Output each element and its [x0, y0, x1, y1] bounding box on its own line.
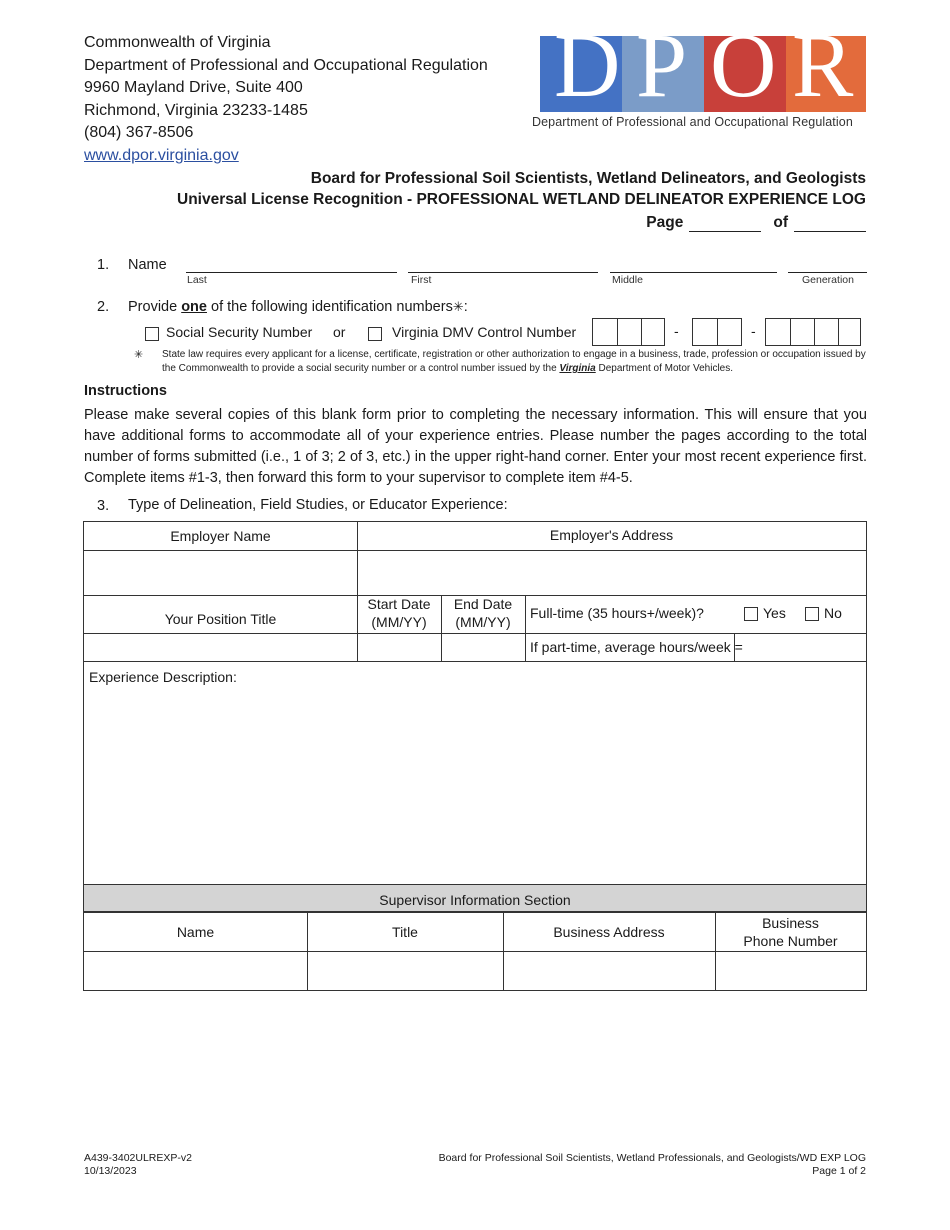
- agency-line4: Richmond, Virginia 23233-1485: [84, 101, 308, 119]
- first-label: First: [411, 274, 432, 286]
- footer-right: [439, 1152, 866, 1177]
- page-number-line: [646, 214, 866, 232]
- supervisor-section-title: Supervisor Information Section: [379, 892, 571, 908]
- page-total-field[interactable]: [794, 215, 866, 232]
- form-title: [66, 168, 866, 210]
- note-asterisk-icon: ✳: [134, 349, 144, 361]
- of-label: of: [773, 214, 788, 231]
- fulltime-no-label: No: [824, 605, 842, 621]
- item3-label: Type of Delineation, Field Studies, or Educator Experience:: [128, 497, 508, 513]
- footer-left: [84, 1152, 192, 1177]
- id-dash-2: -: [751, 323, 756, 339]
- supervisor-name-input[interactable]: [85, 952, 306, 989]
- last-label: Last: [187, 274, 207, 286]
- agency-line2: Department of Professional and Occupational Regulation: [84, 56, 488, 74]
- employer-address-header: Employer's Address: [549, 527, 674, 543]
- logo-letter-r: R: [792, 36, 854, 112]
- supervisor-phone-input[interactable]: [716, 952, 865, 989]
- supervisor-title-input[interactable]: [308, 952, 502, 989]
- end-date-header: End Date (MM/YY): [453, 596, 513, 630]
- form-id: A439-3402ULREXP-v2: [84, 1152, 192, 1164]
- supervisor-phone-header: Business Phone Number: [743, 915, 838, 949]
- page-number-field[interactable]: [689, 215, 761, 232]
- agency-line3: 9960 Mayland Drive, Suite 400: [84, 79, 303, 97]
- ssn-label: Social Security Number: [166, 324, 313, 340]
- form-subtitle: Universal License Recognition - PROFESSIONAL WETLAND DELINEATOR EXPERIENCE LOG: [177, 191, 866, 208]
- fulltime-yes-checkbox[interactable]: [744, 607, 758, 621]
- id-digits-group2[interactable]: [692, 318, 742, 346]
- form-date: 10/13/2023: [84, 1164, 137, 1177]
- employer-name-input[interactable]: [85, 551, 356, 594]
- id-dash-1: -: [674, 323, 679, 339]
- item1-number: 1.: [97, 257, 110, 273]
- first-name-field[interactable]: [408, 272, 598, 273]
- logo-letter-p: P: [636, 36, 688, 112]
- supervisor-address-input[interactable]: [504, 952, 714, 989]
- board-title: Board for Professional Soil Scientists, Wetland Delineators, and Geologists: [310, 170, 866, 187]
- footer-board: Board for Professional Soil Scientists, Wetland Professionals, and Geologists/WD EXP LOG: [438, 1152, 866, 1164]
- agency-phone: (804) 367-8506: [84, 124, 194, 142]
- item1-label: Name: [128, 257, 167, 273]
- parttime-hours-input[interactable]: [735, 634, 865, 660]
- dmv-label: Virginia DMV Control Number: [392, 324, 577, 340]
- logo-caption: Department of Professional and Occupational Regulation: [532, 115, 853, 129]
- agency-website-link[interactable]: www.dpor.virginia.gov: [84, 146, 239, 164]
- item3-number: 3.: [97, 498, 110, 514]
- page-label: Page: [646, 214, 684, 231]
- asterisk-icon: ✳: [452, 299, 464, 314]
- agency-line1: Commonwealth of Virginia: [84, 34, 271, 51]
- supervisor-name-header: Name: [176, 924, 215, 940]
- agency-address: [84, 32, 488, 168]
- item2-number: 2.: [97, 299, 110, 315]
- dpor-logo: [540, 36, 866, 112]
- middle-name-field[interactable]: [610, 272, 777, 273]
- ssn-legal-note: State law requires every applicant for a license, certificate, registration or other authorization to engage in a business, trade, profession or occupation issued by the Commonwealth to provide a social security number or a control number issued by the Virginia Department of Motor Vehicles.: [162, 349, 866, 374]
- position-title-header: Your Position Title: [164, 611, 277, 627]
- last-name-field[interactable]: [186, 272, 397, 273]
- logo-letter-o: O: [710, 36, 777, 112]
- fulltime-yes-label: Yes: [763, 605, 786, 621]
- fulltime-no-checkbox[interactable]: [805, 607, 819, 621]
- middle-label: Middle: [612, 274, 643, 286]
- dpor-logo-mark: [540, 36, 866, 112]
- instructions-heading: Instructions: [84, 383, 167, 399]
- generation-field[interactable]: [788, 272, 867, 273]
- fulltime-question: Full-time (35 hours+/week)?: [530, 605, 704, 621]
- parttime-label: If part-time, average hours/week =: [530, 639, 743, 655]
- logo-letter-d: D: [554, 36, 621, 112]
- supervisor-title-header: Title: [392, 924, 418, 940]
- dmv-checkbox[interactable]: [368, 327, 382, 341]
- item2-label: Provide one of the following identification numbers✳:: [128, 299, 468, 315]
- position-title-input[interactable]: [85, 634, 356, 660]
- start-date-input[interactable]: [358, 634, 440, 660]
- generation-label: Generation: [802, 274, 854, 286]
- experience-description-label: Experience Description:: [89, 669, 237, 685]
- start-date-header: Start Date (MM/YY): [367, 596, 431, 630]
- supervisor-address-header: Business Address: [553, 924, 665, 940]
- instructions-body: Please make several copies of this blank form prior to completing the necessary information. This will ensure that you have additional forms to accommodate all of your experience entries. Please number the pages according to the total number of forms submitted (i.e., 1 of 3; 2 of 3, etc.) in the upper right-hand corner. Enter your most recent experience first. Complete items #1-3, then forward this form to your supervisor to complete item #4-5.: [84, 407, 867, 486]
- ssn-checkbox[interactable]: [145, 327, 159, 341]
- id-digits-group1[interactable]: [592, 318, 665, 346]
- employer-address-input[interactable]: [358, 551, 865, 594]
- experience-table: [83, 521, 867, 991]
- experience-description-input[interactable]: [85, 686, 865, 882]
- end-date-input[interactable]: [442, 634, 524, 660]
- id-digits-group3[interactable]: [765, 318, 861, 346]
- or-label: or: [333, 324, 346, 340]
- footer-page: Page 1 of 2: [812, 1164, 866, 1177]
- employer-name-header: Employer Name: [170, 528, 271, 544]
